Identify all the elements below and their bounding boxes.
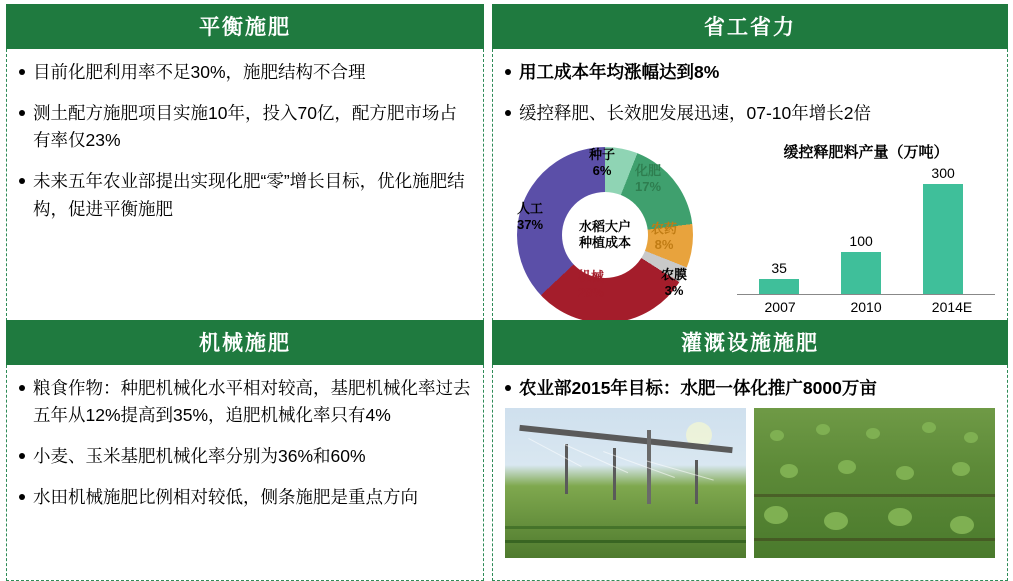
quadrant-mechanized-fertilization (6, 320, 484, 574)
crop-plant (816, 424, 830, 435)
panel-title-bottom-right: 灌溉设施施肥 (492, 320, 1008, 365)
bar-chart-crf-output (737, 141, 995, 337)
photo-row (505, 408, 995, 558)
bullet-list-bottom-left (19, 375, 471, 512)
bar-2010 (841, 252, 881, 294)
crop-plant (824, 512, 848, 530)
bar-value-2007: 35 (771, 260, 787, 277)
pie-center-label: 水稻大户 种植成本 (562, 192, 648, 278)
crop-plant (764, 506, 788, 524)
crop-plant (896, 466, 914, 480)
bar-2014e (923, 184, 963, 294)
crop-plant (950, 516, 974, 534)
bullet-list-top-right (505, 59, 995, 127)
quadrant-labor-saving (492, 4, 1008, 314)
quadrant-balanced-fertilization (6, 4, 484, 314)
list-item: 农业部2015年目标：水肥一体化推广8000万亩 (505, 375, 995, 402)
list-item: 粮食作物：种肥机械化水平相对较高，基肥机械化率过去五年从12%提高到35%，追肥机械化率只有4% (19, 375, 471, 429)
list-item: 用工成本年均涨幅达到8% (505, 59, 995, 86)
crop-plant (922, 422, 936, 433)
crop-plant (838, 460, 856, 474)
pie-label-pesticide: 农药 8% (650, 221, 677, 252)
center-pivot-irrigation-photo (505, 408, 746, 558)
list-item: 小麦、玉米基肥机械化率分别为36%和60% (19, 443, 471, 470)
list-item: 目前化肥利用率不足30%，施肥结构不合理 (19, 59, 471, 86)
pie-chart-planting-cost (501, 141, 731, 331)
list-item: 测土配方施肥项目实施10年，投入70亿，配方肥市场占有率仅23% (19, 100, 471, 154)
soil-row (754, 494, 995, 497)
pie-label-machinery: 机械 29% (577, 269, 605, 300)
water-spray (564, 444, 628, 473)
panel-title-top-right: 省工省力 (492, 4, 1008, 49)
pivot-leg (695, 460, 698, 504)
water-spray (528, 438, 581, 467)
axis-label-2010: 2010 (850, 299, 882, 316)
quadrant-irrigation-fertilization (492, 320, 1008, 574)
crop-plant (770, 430, 784, 441)
crop-plant (780, 464, 798, 478)
bullet-list-bottom-right (505, 375, 995, 402)
list-item: 未来五年农业部提出实现化肥“零”增长目标，优化施肥结构，促进平衡施肥 (19, 168, 471, 222)
bar-chart-title: 缓控释肥料产量（万吨） (783, 144, 949, 162)
panel-body-bottom-right (492, 365, 1008, 581)
field-crop-rows-photo (754, 408, 995, 558)
bar-value-2010: 100 (849, 233, 873, 250)
bar-2007 (759, 279, 799, 294)
charts-row (505, 141, 995, 337)
panel-title-bottom-left: 机械施肥 (6, 320, 484, 365)
pie-label-film: 农膜 3% (660, 267, 687, 298)
crop-plant (952, 462, 970, 476)
panel-title-top-left: 平衡施肥 (6, 4, 484, 49)
crop-plant (964, 432, 978, 443)
bar-plot-area (737, 165, 995, 295)
bullet-list-top-left (19, 59, 471, 223)
axis-label-2014e: 2014E (931, 299, 973, 316)
panel-body-top-left (6, 49, 484, 321)
bar-value-2014e: 300 (931, 165, 955, 182)
panel-body-bottom-left (6, 365, 484, 581)
soil-row (754, 538, 995, 541)
pivot-leg (565, 444, 568, 494)
crop-row (505, 540, 746, 543)
pie-label-fertilizer: 化肥 17% (634, 163, 662, 194)
list-item: 水田机械施肥比例相对较低，侧条施肥是重点方向 (19, 484, 471, 511)
crop-row (505, 526, 746, 529)
crop-plant (866, 428, 880, 439)
crop-plant (888, 508, 912, 526)
list-item: 缓控释肥、长效肥发展迅速，07-10年增长2倍 (505, 100, 995, 127)
bar-axis-labels (737, 295, 995, 315)
pie-label-labor: 人工 37% (516, 201, 544, 232)
axis-label-2007: 2007 (764, 299, 796, 316)
panel-body-top-right (492, 49, 1008, 321)
pie-label-seed: 种子 6% (588, 147, 615, 178)
